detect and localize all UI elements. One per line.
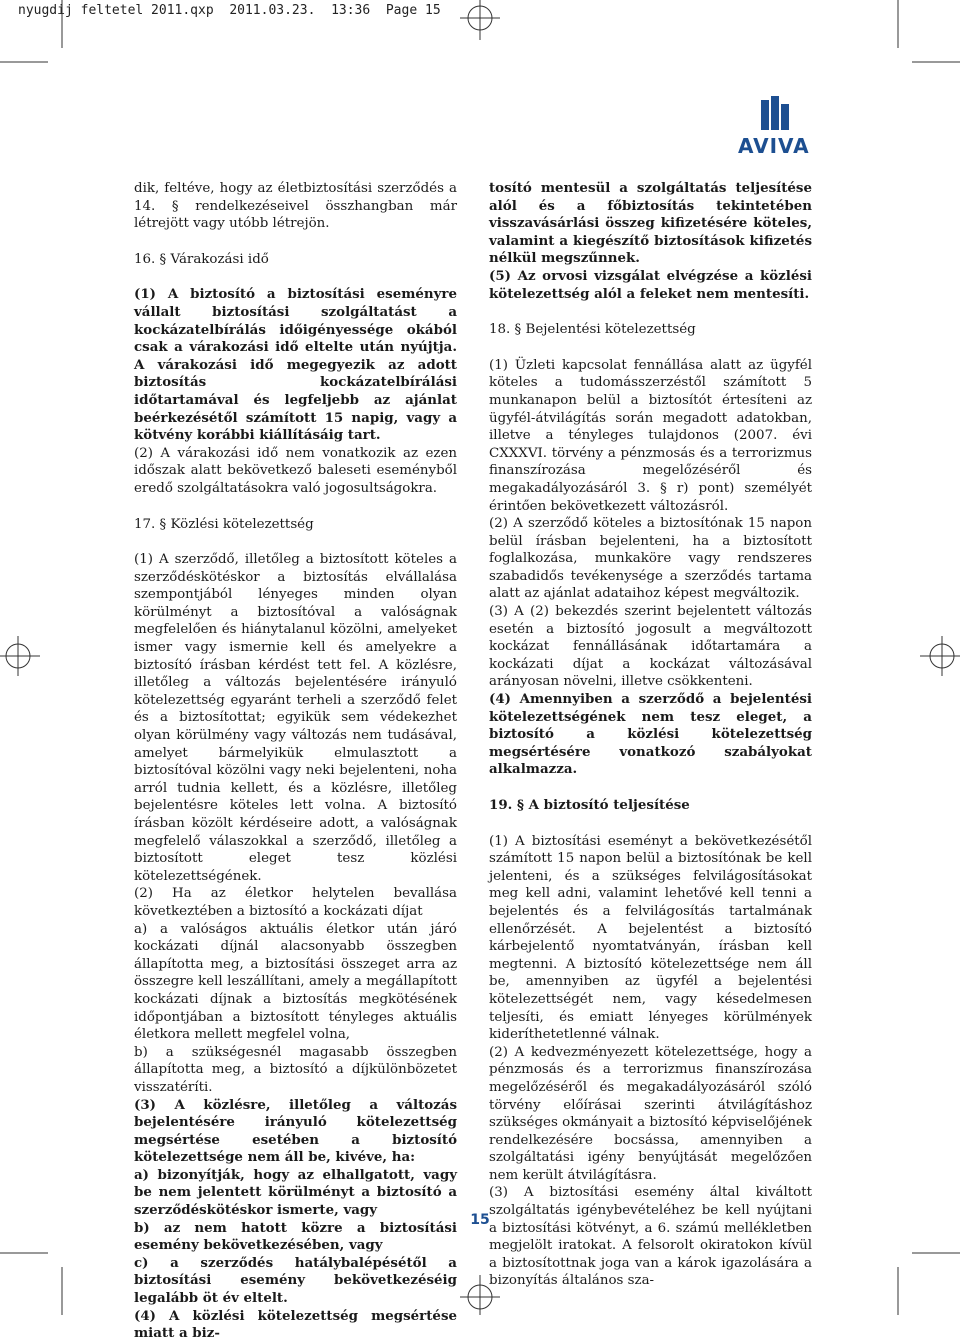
paragraph: (3) A biztosítási esemény által kiváltott szolgáltatás igénybevételéhez be kell nyújtani a biztosítási kötvényt, a 6. számú mellékletben megjelölt iratokat. A felsorolt okiratokon kívül a biztosítottnak joga van a károk igazolására a bizonyítás általános sza-: [489, 1185, 812, 1289]
paragraph: dik, feltéve, hogy az életbiztosítási szerződés a 14. § rendelkezéseivel összhangban már létrejött vagy utóbb létrejön.: [134, 181, 457, 232]
crop-mark-icon: [880, 0, 960, 80]
paragraph: (1) A biztosító a biztosítási eseményre vállalt biztosítási szolgáltatást a kockázatelbírálás időigényessége okából csak a várakozási idő eltelte után nyújtja. A várakozási idő megegyezik az adott biztosítás kockázatelbírálási időtartamával és legfeljebb az ajánlat beérkezésétől számított 15 napig, vagy a kötvény korábbi kiállításáig tart.: [134, 286, 457, 444]
paragraph: (2) A várakozási idő nem vonatkozik az ezen időszak alatt bekövetkező baleseti eseményből eredő szolgáltatásokra való jogosultságokra.: [134, 445, 457, 496]
paragraph: (5) Az orvosi vizsgálat elvégzése a közlési kötelezettség alól a feleket nem mentesíti.: [489, 267, 812, 302]
paragraph: (4) Amennyiben a szerződő a bejelentési kötelezettségének nem tesz eleget, a biztosító a közlési kötelezettség megsértésére vonatkozó szabályokat alkalmazza.: [489, 691, 812, 778]
paragraph: tosító mentesül a szolgáltatás teljesítése alól és a főbiztosítás tekintetében visszavásárlási összeg kifizetésére köteles, valamint a kiegészítő biztosítások kifizetés nélkül megszűnnek.: [489, 180, 812, 267]
crop-mark-icon: [0, 0, 80, 80]
paragraph: (4) A közlési kötelezettség megsértése miatt a biz-: [134, 1307, 457, 1342]
paragraph: b) a szükségesnél magasabb összegben állapította meg, a biztosító a díjkülönbözetet visszatéríti.: [134, 1044, 457, 1095]
registration-mark-icon: [920, 636, 960, 676]
paragraph: (2) Ha az életkor helytelen bevallása következtében a biztosító a kockázati díjat: [134, 886, 457, 919]
paragraph: (2) A szerződő köteles a biztosítónak 15 napon belül írásban bejelenteni, ha a biztosított foglalkozása, munkaköre vagy rendszeres szabadidős tevékenysége a szerződés tartama alatt az ajánlat adataihoz képest megváltozik.: [489, 516, 812, 602]
page-number: 15: [470, 1212, 490, 1228]
paragraph: (3) A közlésre, illetőleg a változás bejelentésére irányuló kötelezettség megsértése esetében a biztosító kötelezettsége nem áll be, kivéve, ha:: [134, 1096, 457, 1166]
section-heading: 19. § A biztosító teljesítése: [489, 797, 690, 813]
right-column: [489, 180, 812, 1290]
paragraph: (3) A (2) bekezdés szerint bejelentett változás esetén a biztosító jogosult a megváltozott kockázat fennállásának időtartamára a kockázati díjat a kockázat változásával arányosan növelni, illetve csökkenteni.: [489, 604, 812, 690]
paragraph: (1) A szerződő, illetőleg a biztosított köteles a szerződéskötéskor a biztosítás elvállalása szempontjából lényeges minden olyan körülményt a biztosítóval a valóságnak megfelelően és hiánytalanul közölni, amelyeket ismer vagy ismernie kell és amelyekre a biztosító írásban kérdést tett fel. A közlésre, illetőleg a változás bejelentésére irányuló kötelezettség egyaránt terheli a szerződő felet és a biztosítottat; egyikük sem védekezhet olyan körülmény vagy változás nem tudásával, amelyet bármelyikük elmulasztott a biztosítóval közölni vagy neki bejelenteni, noha arról tudnia kellett, és a közlésre, illetőleg bejelentésre köteles lett volna. A biztosító írásban közölt kérdéseire adott, a valóságnak megfelelő válaszokkal a szerződő, illetőleg a biztosított eleget tesz közlési kötelezettségének.: [134, 552, 457, 884]
logo-bars-icon: [761, 96, 818, 130]
registration-mark-icon: [0, 636, 40, 676]
print-slug: nyugdij feltetel 2011.qxp 2011.03.23. 13:36 Page 15: [18, 3, 441, 18]
section-heading: 18. § Bejelentési kötelezettség: [489, 322, 696, 338]
paragraph: (1) A biztosítási eseményt a bekövetkezésétől számított 15 napon belül a biztosítónak be kell jelenteni, és a szükséges felvilágosításokat meg kell adni, valamint lehetővé kell tenni a bejelentés és a felvilágosítás tartalmának ellenőrzését. A bejelentést a biztosító kárbejelentő nyomtatványán, írásban kell megtenni. A biztosító kötelezettsége nem áll be, amennyiben az ügyfél a bejelentési kötelezettségét nem, vagy késedelmesen teljesíti, és emiatt lényeges körülmények kideríthetetlenné válnak.: [489, 833, 812, 1043]
paragraph: a) bizonyítják, hogy az elhallgatott, vagy be nem jelentett körülményt a biztosító a szerződéskötéskor ismerte, vagy: [134, 1166, 457, 1219]
section-heading: 17. § Közlési kötelezettség: [134, 516, 314, 532]
crop-mark-icon: [880, 1235, 960, 1315]
registration-mark-icon: [460, 0, 500, 40]
paragraph: c) a szerződés hatálybalépésétől a biztosítási esemény bekövetkezéséig legalább öt év eltelt.: [134, 1254, 457, 1307]
logo-wordmark: AVIVA: [738, 134, 810, 158]
paragraph: (1) Üzleti kapcsolat fennállása alatt az ügyfél köteles a tudomásszerzéstől számított 5 munkanapon belül a biztosítót értesíteni az ügyfél-átvilágítás során megadott adatokban, illetve a tényleges tulajdonos (2007. évi CXXXVI. törvény a pénzmosás és a terrorizmus finanszírozása megelőzéséről és megakadályozásáról 3. § r) pont) személyét érintően bekövetkezett változásról.: [489, 357, 812, 514]
paragraph: (2) A kedvezményezett kötelezettsége, hogy a pénzmosás és a terrorizmus finanszírozása megelőzéséről és megakadályozásáról szóló törvény előírásai szerinti átvilágításhoz szükséges okmányait a biztosító képviselőjének rendelkezésére bocsássa, amennyiben a szolgáltatási igény benyújtását megelőzően nem került átvilágításra.: [489, 1044, 812, 1183]
left-column: [134, 180, 457, 1343]
paragraph: b) az nem hatott közre a biztosítási esemény bekövetkezésében, vagy: [134, 1219, 457, 1254]
aviva-logo: [738, 96, 818, 158]
paragraph: a) a valóságos aktuális életkor után járó kockázati díjnál alacsonyabb összegben állapította meg, a biztosítási összeget arra az összegre kell leszállítani, amely a megállapított kockázati díjnak a biztosítás megkötésének időpontjában a biztosított tényleges aktuális életkora mellett megfelel volna,: [134, 921, 457, 1043]
crop-mark-icon: [0, 1235, 80, 1315]
section-heading: 16. § Várakozási idő: [134, 251, 269, 267]
